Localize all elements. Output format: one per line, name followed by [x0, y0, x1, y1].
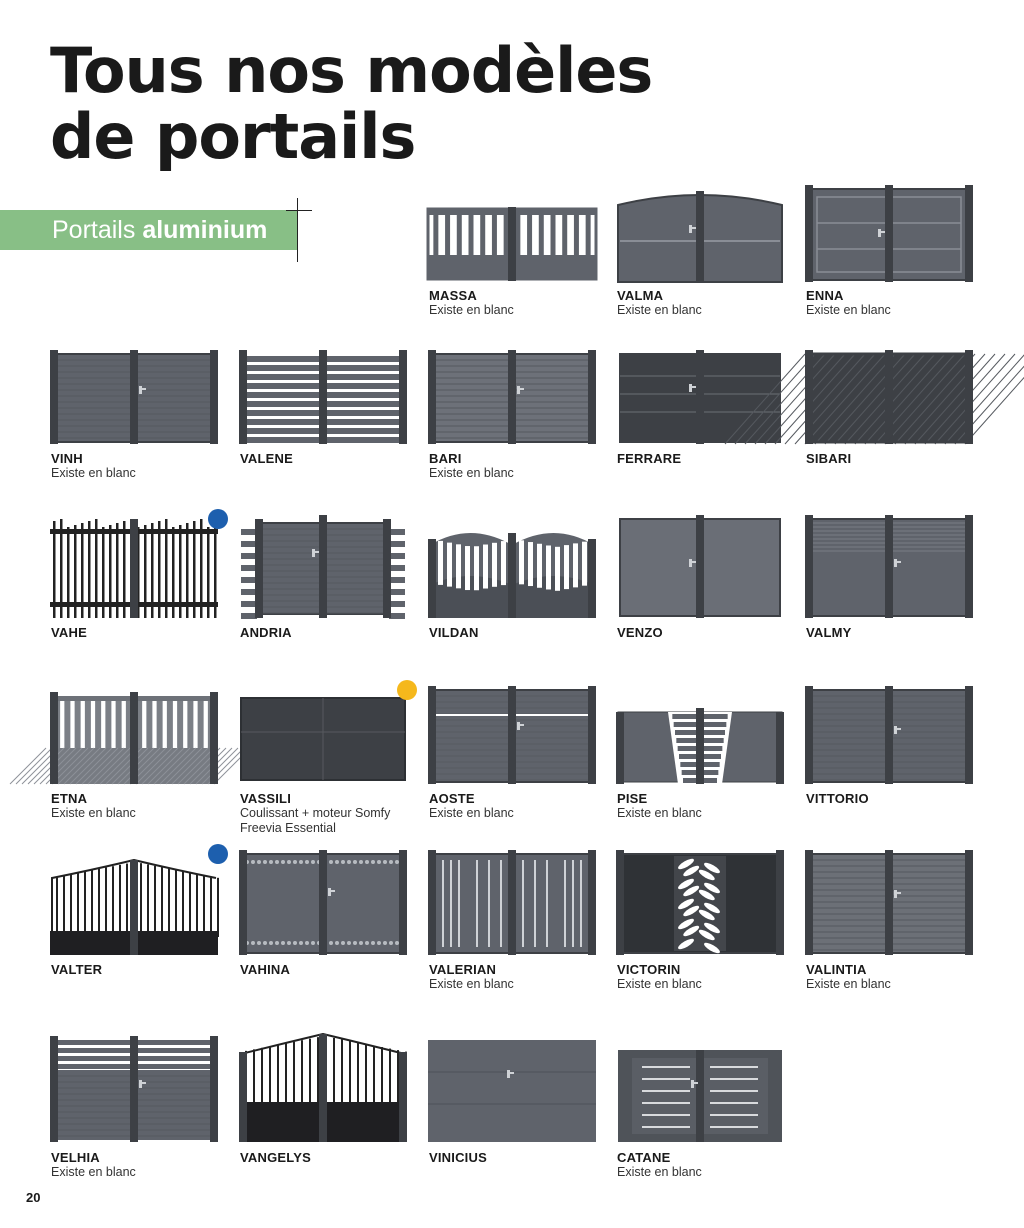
gate-subtitle-catane: [617, 1165, 797, 1180]
gate-subtitle-line: Existe en blanc: [429, 303, 514, 317]
gate-name-bari: BARI: [429, 451, 462, 466]
gate-subtitle-line: Existe en blanc: [806, 977, 891, 991]
gate-card-vittorio: [805, 686, 973, 784]
gate-image-vittorio: [805, 686, 973, 784]
gate-name-vahe: VAHE: [51, 625, 87, 640]
gate-card-vildan: [428, 515, 596, 618]
crop-mark-horizontal: [286, 210, 312, 211]
gate-name-venzo: VENZO: [617, 625, 663, 640]
section-banner-label: [0, 216, 267, 244]
gate-image-bari: [428, 350, 596, 444]
gate-subtitle-line: Existe en blanc: [429, 806, 514, 820]
gate-image-vahina: [239, 850, 407, 955]
gate-name-victorin: VICTORIN: [617, 962, 681, 977]
gate-image-vangelys: [239, 1030, 407, 1142]
gate-card-bari: [428, 350, 596, 444]
gate-subtitle-line: Existe en blanc: [429, 977, 514, 991]
gate-image-venzo: [616, 515, 784, 618]
gate-name-aoste: AOSTE: [429, 791, 475, 806]
gate-subtitle-enna: [806, 303, 986, 318]
badge-dot-vahe: [208, 509, 228, 529]
gate-image-velhia: [50, 1030, 218, 1142]
gate-name-vahina: VAHINA: [240, 962, 291, 977]
gate-image-vinicius: [428, 1030, 596, 1142]
gate-card-andria: [239, 515, 407, 618]
gate-subtitle-line: Existe en blanc: [51, 466, 136, 480]
gate-card-vinicius: [428, 1030, 596, 1142]
gate-subtitle-line: Existe en blanc: [617, 977, 702, 991]
gate-subtitle-bari: [429, 466, 609, 481]
gate-card-valmy: [805, 515, 973, 618]
gate-name-catane: CATANE: [617, 1150, 671, 1165]
gate-image-etna: [50, 686, 218, 784]
gate-subtitle-vinh: [51, 466, 231, 481]
gate-card-valma: [616, 185, 784, 282]
gate-card-valter: [50, 850, 218, 955]
gate-card-aoste: [428, 686, 596, 784]
gate-image-aoste: [428, 686, 596, 784]
gate-subtitle-valma: [617, 303, 797, 318]
gate-image-vildan: [428, 515, 596, 618]
gate-card-vahina: [239, 850, 407, 955]
gate-subtitle-line: Existe en blanc: [51, 806, 136, 820]
gate-name-etna: ETNA: [51, 791, 88, 806]
gate-name-andria: ANDRIA: [240, 625, 292, 640]
gate-subtitle-line: Coulissant + moteur Somfy: [240, 806, 391, 820]
gate-card-massa: [428, 185, 596, 282]
page-number: 20: [26, 1190, 41, 1205]
section-banner-light: Portails: [52, 216, 143, 244]
gate-name-valma: VALMA: [617, 288, 664, 303]
gate-card-venzo: [616, 515, 784, 618]
badge-dot-valter: [208, 844, 228, 864]
gate-subtitle-line: Existe en blanc: [617, 303, 702, 317]
gate-card-valerian: [428, 850, 596, 955]
gate-subtitle-valintia: [806, 977, 986, 992]
gate-image-valma: [616, 185, 784, 282]
gate-card-vassili: [239, 686, 407, 784]
gate-card-vahe: [50, 515, 218, 618]
gate-name-valintia: VALINTIA: [806, 962, 867, 977]
gate-image-enna: [805, 185, 973, 282]
gate-image-pise: [616, 686, 784, 784]
gate-image-valintia: [805, 850, 973, 955]
gate-image-vinh: [50, 350, 218, 444]
page-title-line-1: Tous nos modèles: [50, 34, 653, 107]
gate-image-sibari: [805, 350, 973, 444]
gate-image-valene: [239, 350, 407, 444]
gate-subtitle-valerian: [429, 977, 609, 992]
gate-subtitle-vassili: [240, 806, 420, 836]
gate-card-velhia: [50, 1030, 218, 1142]
gate-subtitle-line: Freevia Essential: [240, 821, 336, 835]
gate-name-pise: PISE: [617, 791, 648, 806]
gate-card-sibari: [805, 350, 973, 444]
section-banner: [0, 210, 298, 250]
gate-card-enna: [805, 185, 973, 282]
gate-card-pise: [616, 686, 784, 784]
gate-image-valter: [50, 850, 218, 955]
gate-card-valintia: [805, 850, 973, 955]
gate-image-vahe: [50, 515, 218, 618]
gate-card-vinh: [50, 350, 218, 444]
gate-image-valmy: [805, 515, 973, 618]
gate-name-valmy: VALMY: [806, 625, 852, 640]
gate-name-enna: ENNA: [806, 288, 844, 303]
gate-image-catane: [616, 1030, 784, 1142]
page-title-line-2: de portails: [50, 100, 416, 173]
gate-card-catane: [616, 1030, 784, 1142]
gate-subtitle-line: Existe en blanc: [51, 1165, 136, 1179]
gate-name-valerian: VALERIAN: [429, 962, 497, 977]
gate-subtitle-pise: [617, 806, 797, 821]
gate-subtitle-line: Existe en blanc: [806, 303, 891, 317]
gate-image-victorin: [616, 850, 784, 955]
gate-name-vinh: VINH: [51, 451, 83, 466]
gate-subtitle-line: Existe en blanc: [617, 1165, 702, 1179]
gate-name-massa: MASSA: [429, 288, 477, 303]
gate-subtitle-massa: [429, 303, 609, 318]
gate-name-velhia: VELHIA: [51, 1150, 100, 1165]
gate-card-vangelys: [239, 1030, 407, 1142]
gate-image-vassili: [239, 686, 407, 784]
gate-image-andria: [239, 515, 407, 618]
gate-subtitle-aoste: [429, 806, 609, 821]
gate-name-valene: VALENE: [240, 451, 293, 466]
crop-mark-vertical: [297, 198, 298, 262]
gate-name-vassili: VASSILI: [240, 791, 292, 806]
section-banner-bold: aluminium: [142, 216, 268, 244]
gate-name-vangelys: VANGELYS: [240, 1150, 311, 1165]
gate-subtitle-victorin: [617, 977, 797, 992]
gate-card-valene: [239, 350, 407, 444]
gate-card-ferrare: [616, 350, 784, 444]
gate-name-vittorio: VITTORIO: [806, 791, 869, 806]
gate-subtitle-line: Existe en blanc: [617, 806, 702, 820]
gate-name-vildan: VILDAN: [429, 625, 479, 640]
gate-name-ferrare: FERRARE: [617, 451, 682, 466]
gate-subtitle-line: Existe en blanc: [429, 466, 514, 480]
page-title: [50, 34, 653, 173]
gate-name-vinicius: VINICIUS: [429, 1150, 487, 1165]
gate-image-ferrare: [616, 350, 784, 444]
gate-subtitle-velhia: [51, 1165, 231, 1180]
gate-image-massa: [428, 185, 596, 282]
gate-name-sibari: SIBARI: [806, 451, 852, 466]
gate-image-valerian: [428, 850, 596, 955]
badge-dot-vassili: [397, 680, 417, 700]
gate-card-victorin: [616, 850, 784, 955]
gate-card-etna: [50, 686, 218, 784]
gate-subtitle-etna: [51, 806, 231, 821]
gate-name-valter: VALTER: [51, 962, 103, 977]
